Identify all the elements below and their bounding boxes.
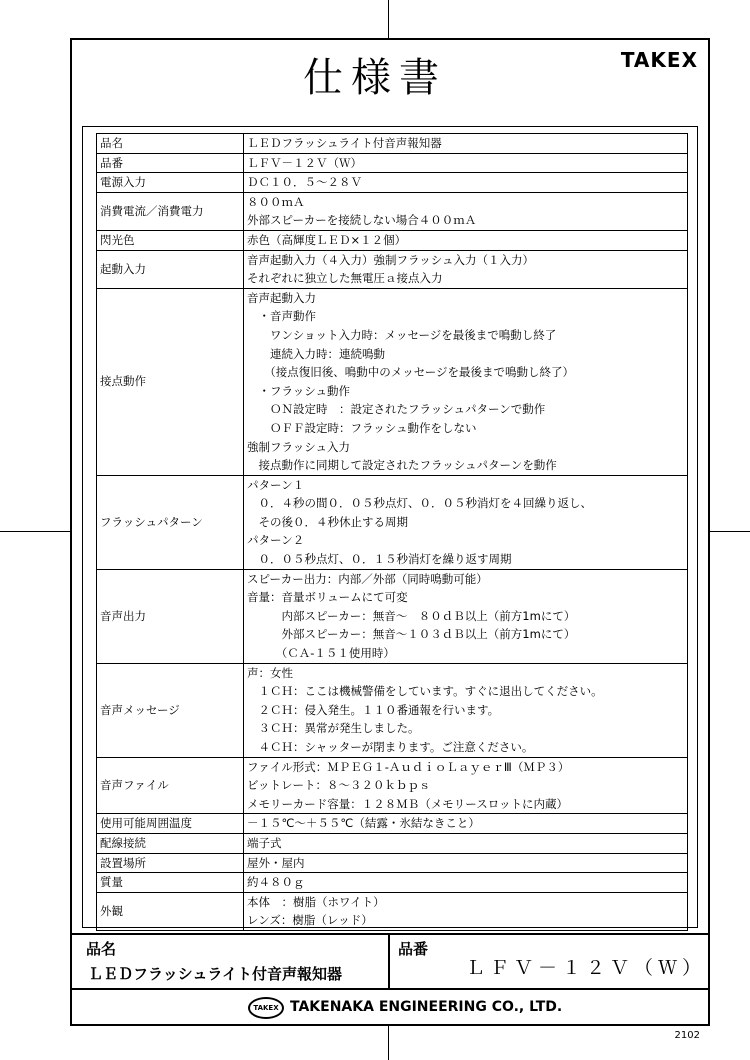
spec-table <box>96 133 688 931</box>
spec-value-line: ＬＥＤフラッシュライト付音声報知器 <box>247 136 442 150</box>
spec-value-line: ０．４秒の間０．０５秒点灯、０．０５秒消灯を４回繰り返し、 <box>247 496 592 511</box>
spec-value-line: レンズ：樹脂（レッド） <box>247 913 373 928</box>
spec-value <box>244 288 688 475</box>
spec-value-line: メモリーカード容量：１２８ＭＢ（メモリースロットに内蔵） <box>247 796 568 811</box>
spec-value <box>244 873 688 893</box>
spec-value-line: パターン１ <box>247 477 305 492</box>
table-row <box>97 134 688 154</box>
crop-mark-left <box>0 531 70 532</box>
table-row <box>97 153 688 173</box>
table-row <box>97 569 688 663</box>
spec-value-line: 端子式 <box>247 835 282 850</box>
spec-value <box>244 814 688 834</box>
crop-mark-top <box>388 0 389 38</box>
spec-value-line: 接点動作に同期して設定されたフラッシュパターンを動作 <box>247 458 557 473</box>
table-row <box>97 853 688 873</box>
footer-divider-bottom <box>70 988 710 990</box>
table-row <box>97 475 688 569</box>
table-row <box>97 757 688 814</box>
table-row <box>97 230 688 250</box>
spec-label: 接点動作 <box>97 288 244 475</box>
table-row <box>97 173 688 193</box>
spec-value-line: その後０．４秒休止する周期 <box>247 514 408 529</box>
spec-label: 消費電流／消費電力 <box>97 192 244 230</box>
page-number: 2102 <box>674 1030 700 1041</box>
spec-label: 配線接続 <box>97 833 244 853</box>
company-name: TAKENAKA ENGINEERING CO., LTD. <box>290 999 563 1015</box>
footer-divider-top <box>70 933 710 935</box>
table-row <box>97 288 688 475</box>
spec-value-line: ＯＮ設定時 ：設定されたフラッシュパターンで動作 <box>247 402 546 417</box>
spec-value-line: ＬＦＶ－１２Ｖ（Ｗ） <box>247 155 362 170</box>
spec-label: 音声ファイル <box>97 757 244 814</box>
spec-value-line: ３ＣＨ：異常が発生しました。 <box>247 721 420 736</box>
spec-value-line: 強制フラッシュ入力 <box>247 439 351 454</box>
spec-value-line: ８００ｍＡ <box>247 194 305 209</box>
spec-value-line: ワンショット入力時：メッセージを最後まで鳴動し終了 <box>247 327 557 342</box>
company-logo-icon: TAKEX <box>248 997 284 1019</box>
spec-value-line: ・フラッシュ動作 <box>247 383 351 398</box>
brand-logo: TAKEX <box>620 48 698 72</box>
spec-value-line: ＯＦＦ設定時：フラッシュ動作をしない <box>247 420 477 435</box>
footer-code-value: ＬＦＶ－１２Ｖ（Ｗ） <box>466 957 707 979</box>
footer-divider-mid <box>388 933 390 989</box>
spec-value-line: 屋外・屋内 <box>247 855 305 870</box>
spec-label: フラッシュパターン <box>97 475 244 569</box>
spec-label: 起動入力 <box>97 250 244 288</box>
table-row <box>97 892 688 930</box>
table-row <box>97 250 688 288</box>
spec-value-line: 外部スピーカーを接続しない場合４００ｍＡ <box>247 213 477 228</box>
spec-value <box>244 250 688 288</box>
spec-value-line: 内部スピーカー：無音～ ８０ｄＢ以上（前方1mにて） <box>247 608 576 623</box>
spec-value-line: ＤＣ１０．５～２８Ｖ <box>247 175 362 190</box>
spec-value-line: ・音声動作 <box>247 309 316 324</box>
spec-label: 電源入力 <box>97 173 244 193</box>
spec-value-line: 音声起動入力（４入力）強制フラッシュ入力（１入力） <box>247 252 535 267</box>
spec-value <box>244 173 688 193</box>
spec-label: 音声出力 <box>97 569 244 663</box>
spec-value-line: （接点復旧後、鳴動中のメッセージを最後まで鳴動し終了） <box>247 365 575 380</box>
spec-value-line: 音量：音量ボリュームにて可変 <box>247 590 408 605</box>
spec-value-line: （ＣＡ-１５１使用時） <box>247 646 395 661</box>
spec-label: 設置場所 <box>97 853 244 873</box>
spec-label: 使用可能周囲温度 <box>97 814 244 834</box>
spec-value <box>244 853 688 873</box>
crop-mark-right <box>710 531 750 532</box>
crop-mark-bottom <box>388 1026 389 1060</box>
spec-value <box>244 134 688 154</box>
table-row <box>97 192 688 230</box>
spec-label: 閃光色 <box>97 230 244 250</box>
spec-value-line: パターン２ <box>247 533 305 548</box>
spec-value-line: ビットレート：８～３２０ｋｂｐｓ <box>247 778 431 793</box>
spec-value-line: ２ＣＨ：侵入発生。１１０番通報を行います。 <box>247 702 500 717</box>
spec-value-line: 本体 ：樹脂（ホワイト） <box>247 894 385 909</box>
spec-value-line: －１５℃～＋５５℃（結露・氷結なきこと） <box>247 816 480 831</box>
spec-value <box>244 192 688 230</box>
spec-value-line: ファイル形式：ＭＰＥＧ１-ＡｕｄｉｏＬａｙｅｒⅢ（ＭＰ３） <box>247 759 570 774</box>
footer-name-value: ＬＥＤフラッシュライト付音声報知器 <box>88 965 342 983</box>
spec-value <box>244 757 688 814</box>
spec-value-line: 声：女性 <box>247 665 293 680</box>
spec-value-line: １ＣＨ：ここは機械警備をしています。すぐに退出してください。 <box>247 684 603 699</box>
spec-value <box>244 569 688 663</box>
spec-value-line: 音声起動入力 <box>247 290 316 305</box>
table-row <box>97 873 688 893</box>
spec-value <box>244 663 688 757</box>
spec-value-line: ４ＣＨ：シャッターが閉まります。ご注意ください。 <box>247 740 534 754</box>
spec-label: 外観 <box>97 892 244 930</box>
spec-label: 音声メッセージ <box>97 663 244 757</box>
spec-value <box>244 833 688 853</box>
spec-value-line: 連続入力時：連続鳴動 <box>247 346 385 361</box>
spec-value-line: 赤色（高輝度ＬＥＤ×１２個） <box>247 232 407 247</box>
table-row <box>97 663 688 757</box>
spec-label: 品番 <box>97 153 244 173</box>
footer-name-label: 品名 <box>86 940 117 958</box>
spec-value-line: 約４８０ｇ <box>247 875 305 890</box>
footer-code-label: 品番 <box>398 940 429 958</box>
spec-value-line: 外部スピーカー：無音～１０３ｄＢ以上（前方1mにて） <box>247 627 576 642</box>
table-row <box>97 833 688 853</box>
spec-label: 品名 <box>97 134 244 154</box>
spec-value-line: スピーカー出力：内部／外部（同時鳴動可能） <box>247 571 488 586</box>
table-row <box>97 814 688 834</box>
spec-value-line: それぞれに独立した無電圧ａ接点入力 <box>247 271 443 286</box>
spec-value-line: ０．０５秒点灯、０．１５秒消灯を繰り返す周期 <box>247 552 512 567</box>
spec-value <box>244 475 688 569</box>
spec-value <box>244 153 688 173</box>
document-title: 仕様書 <box>303 55 447 101</box>
spec-value <box>244 230 688 250</box>
spec-value <box>244 892 688 930</box>
spec-label: 質量 <box>97 873 244 893</box>
